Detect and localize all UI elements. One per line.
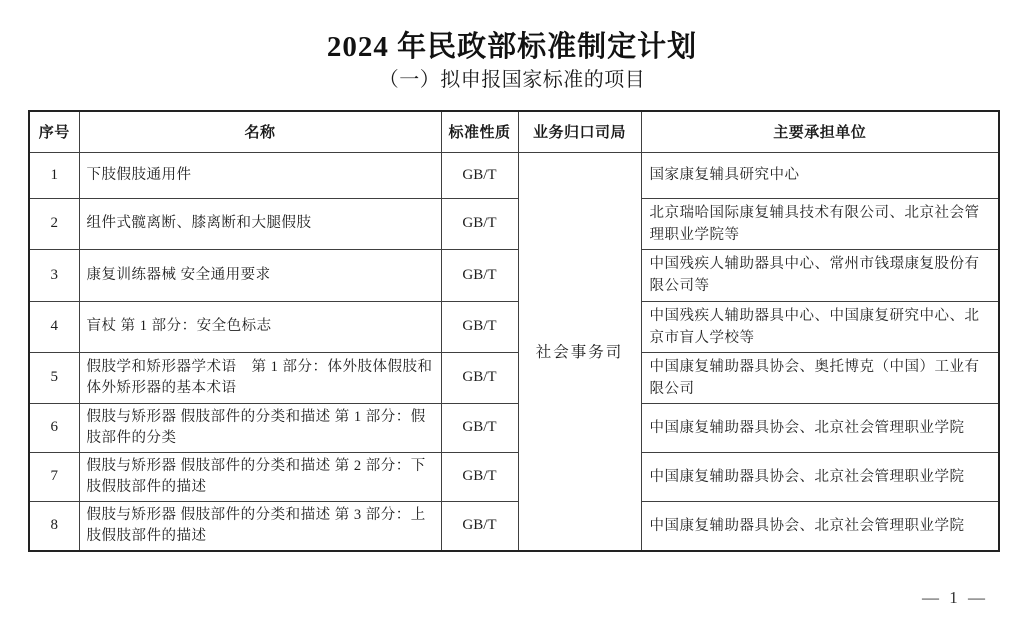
standards-table xyxy=(28,110,1000,552)
table-row xyxy=(29,352,999,403)
type-cell: GB/T xyxy=(441,198,518,249)
column-header-department: 业务归口司局 xyxy=(518,111,641,152)
type-cell: GB/T xyxy=(441,301,518,352)
unit-cell: 中国康复辅助器具协会、北京社会管理职业学院 xyxy=(641,403,999,452)
unit-cell: 北京瑞哈国际康复辅具技术有限公司、北京社会管理职业学院等 xyxy=(641,198,999,249)
table-row xyxy=(29,301,999,352)
unit-cell: 中国康复辅助器具协会、北京社会管理职业学院 xyxy=(641,452,999,501)
type-cell: GB/T xyxy=(441,249,518,301)
name-cell: 下肢假肢通用件 xyxy=(79,152,441,198)
unit-cell: 中国残疾人辅助器具中心、常州市钱璟康复股份有限公司等 xyxy=(641,249,999,301)
column-header-serial: 序号 xyxy=(29,111,79,152)
name-cell: 假肢与矫形器 假肢部件的分类和描述 第 1 部分：假肢部件的分类 xyxy=(79,403,441,452)
serial-cell: 7 xyxy=(29,452,79,501)
type-cell: GB/T xyxy=(441,501,518,551)
serial-cell: 2 xyxy=(29,198,79,249)
name-cell: 盲杖 第 1 部分：安全色标志 xyxy=(79,301,441,352)
serial-cell: 3 xyxy=(29,249,79,301)
type-cell: GB/T xyxy=(441,452,518,501)
name-cell: 组件式髋离断、膝离断和大腿假肢 xyxy=(79,198,441,249)
type-cell: GB/T xyxy=(441,152,518,198)
serial-cell: 1 xyxy=(29,152,79,198)
page-subtitle: （一）拟申报国家标准的项目 xyxy=(378,69,646,91)
table-row xyxy=(29,249,999,301)
page-number: — 1 — xyxy=(922,588,988,607)
unit-cell: 中国康复辅助器具协会、奥托博克（中国）工业有限公司 xyxy=(641,352,999,403)
type-cell: GB/T xyxy=(441,352,518,403)
column-header-unit: 主要承担单位 xyxy=(641,111,999,152)
column-header-name: 名称 xyxy=(79,111,441,152)
column-header-type: 标准性质 xyxy=(441,111,518,152)
serial-cell: 5 xyxy=(29,352,79,403)
department-cell: 社会事务司 xyxy=(518,152,641,551)
serial-cell: 6 xyxy=(29,403,79,452)
name-cell: 假肢与矫形器 假肢部件的分类和描述 第 2 部分：下肢假肢部件的描述 xyxy=(79,452,441,501)
table-header-row xyxy=(29,111,999,152)
name-cell: 康复训练器械 安全通用要求 xyxy=(79,249,441,301)
unit-cell: 中国残疾人辅助器具中心、中国康复研究中心、北京市盲人学校等 xyxy=(641,301,999,352)
page-title: 2024 年民政部标准制定计划 xyxy=(326,31,698,63)
table-row xyxy=(29,152,999,198)
table-row xyxy=(29,198,999,249)
table-row xyxy=(29,403,999,452)
serial-cell: 4 xyxy=(29,301,79,352)
unit-cell: 中国康复辅助器具协会、北京社会管理职业学院 xyxy=(641,501,999,551)
type-cell: GB/T xyxy=(441,403,518,452)
serial-cell: 8 xyxy=(29,501,79,551)
name-cell: 假肢学和矫形器学术语 第 1 部分：体外肢体假肢和体外矫形器的基本术语 xyxy=(79,352,441,403)
name-cell: 假肢与矫形器 假肢部件的分类和描述 第 3 部分：上肢假肢部件的描述 xyxy=(79,501,441,551)
unit-cell: 国家康复辅具研究中心 xyxy=(641,152,999,198)
standards-table-container xyxy=(28,110,1000,552)
table-row xyxy=(29,501,999,551)
table-row xyxy=(29,452,999,501)
